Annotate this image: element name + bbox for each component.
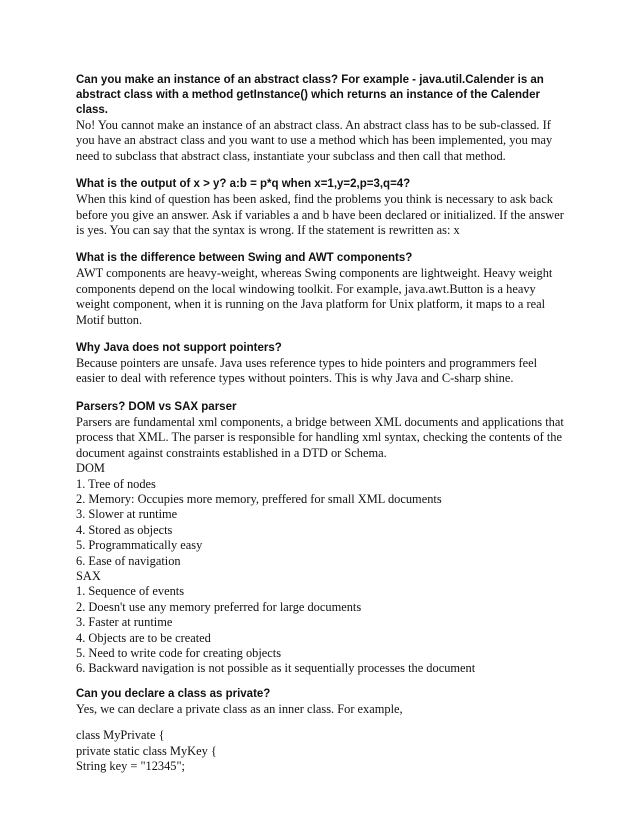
answer-text: When this kind of question has been asked, find the problems you think is necessary to ask back before you give an answer. Ask if variables a and b have been declared or initialized. If the answer is yes. You can say that the syntax is wrong. If the statement is rewritten as: x — [76, 192, 564, 238]
qa-section — [76, 73, 564, 164]
qa-section — [76, 341, 564, 387]
code-line: String key = "12345"; — [76, 759, 185, 773]
code-line: private static class MyKey { — [76, 743, 217, 758]
list-item: 4. Stored as objects — [76, 522, 173, 537]
question-heading: Can you declare a class as private? — [76, 687, 271, 700]
list-item: 2. Doesn't use any memory preferred for large documents — [76, 599, 362, 614]
dom-heading: DOM — [76, 461, 105, 476]
question-heading: Why Java does not support pointers? — [76, 342, 282, 355]
list-item: 3. Faster at runtime — [76, 615, 173, 630]
question-heading: Parsers? DOM vs SAX parser — [76, 400, 237, 413]
list-item: 6. Backward navigation is not possible as it sequentially processes the document — [76, 661, 476, 676]
document-page — [76, 73, 564, 787]
question-heading: What is the output of x > y? a:b = p*q when x=1,y=2,p=3,q=4? — [76, 178, 411, 191]
answer-text: Yes, we can declare a private class as an inner class. For example, — [76, 701, 403, 716]
list-item: 5. Programmatically easy — [76, 538, 203, 553]
list-item: 1. Tree of nodes — [76, 476, 156, 491]
list-item: 1. Sequence of events — [76, 584, 185, 599]
answer-text: No! You cannot make an instance of an abstract class. An abstract class has to be sub-classed. If you have an abstract class and you want to use a method which has been implemented, you may need to subclass that abstract class, instantiate your subclass and then call that method. — [76, 118, 553, 163]
list-item: 4. Objects are to be created — [76, 630, 211, 645]
list-item: 2. Memory: Occupies more memory, preffered for small XML documents — [76, 491, 442, 506]
answer-text: Parsers are fundamental xml components, a bridge between XML documents and applications that process that XML. The parser is responsible for handling xml syntax, checking the contents of the document against constraints established in a DTD or Schema. — [76, 414, 564, 460]
list-item: 6. Ease of navigation — [76, 553, 181, 568]
code-line: class MyPrivate { — [76, 728, 165, 743]
sax-heading: SAX — [76, 568, 101, 583]
answer-text: Because pointers are unsafe. Java uses reference types to hide pointers and programmers feel easier to deal with reference types without pointers. This is why Java and C-sharp shine. — [76, 356, 538, 386]
list-item: 3. Slower at runtime — [76, 507, 178, 522]
qa-section — [76, 251, 564, 328]
paragraph-gap — [76, 717, 564, 728]
question-heading: What is the difference between Swing and AWT components? — [76, 252, 413, 265]
qa-section — [76, 177, 564, 238]
qa-section — [76, 400, 564, 677]
question-heading: Can you make an instance of an abstract class? For example - java.util.Calender is an abstract class with a method getInstance() which returns an instance of the Calender class. — [76, 74, 544, 116]
list-item: 5. Need to write code for creating objects — [76, 645, 282, 660]
answer-text: AWT components are heavy-weight, whereas Swing components are lightweight. Heavy weight components depend on the local windowing toolkit. For example, java.awt.Button is a heavy weight component, when it is running on the Java platform for Unix platform, it maps to a real Motif button. — [76, 266, 553, 327]
qa-section — [76, 687, 564, 775]
